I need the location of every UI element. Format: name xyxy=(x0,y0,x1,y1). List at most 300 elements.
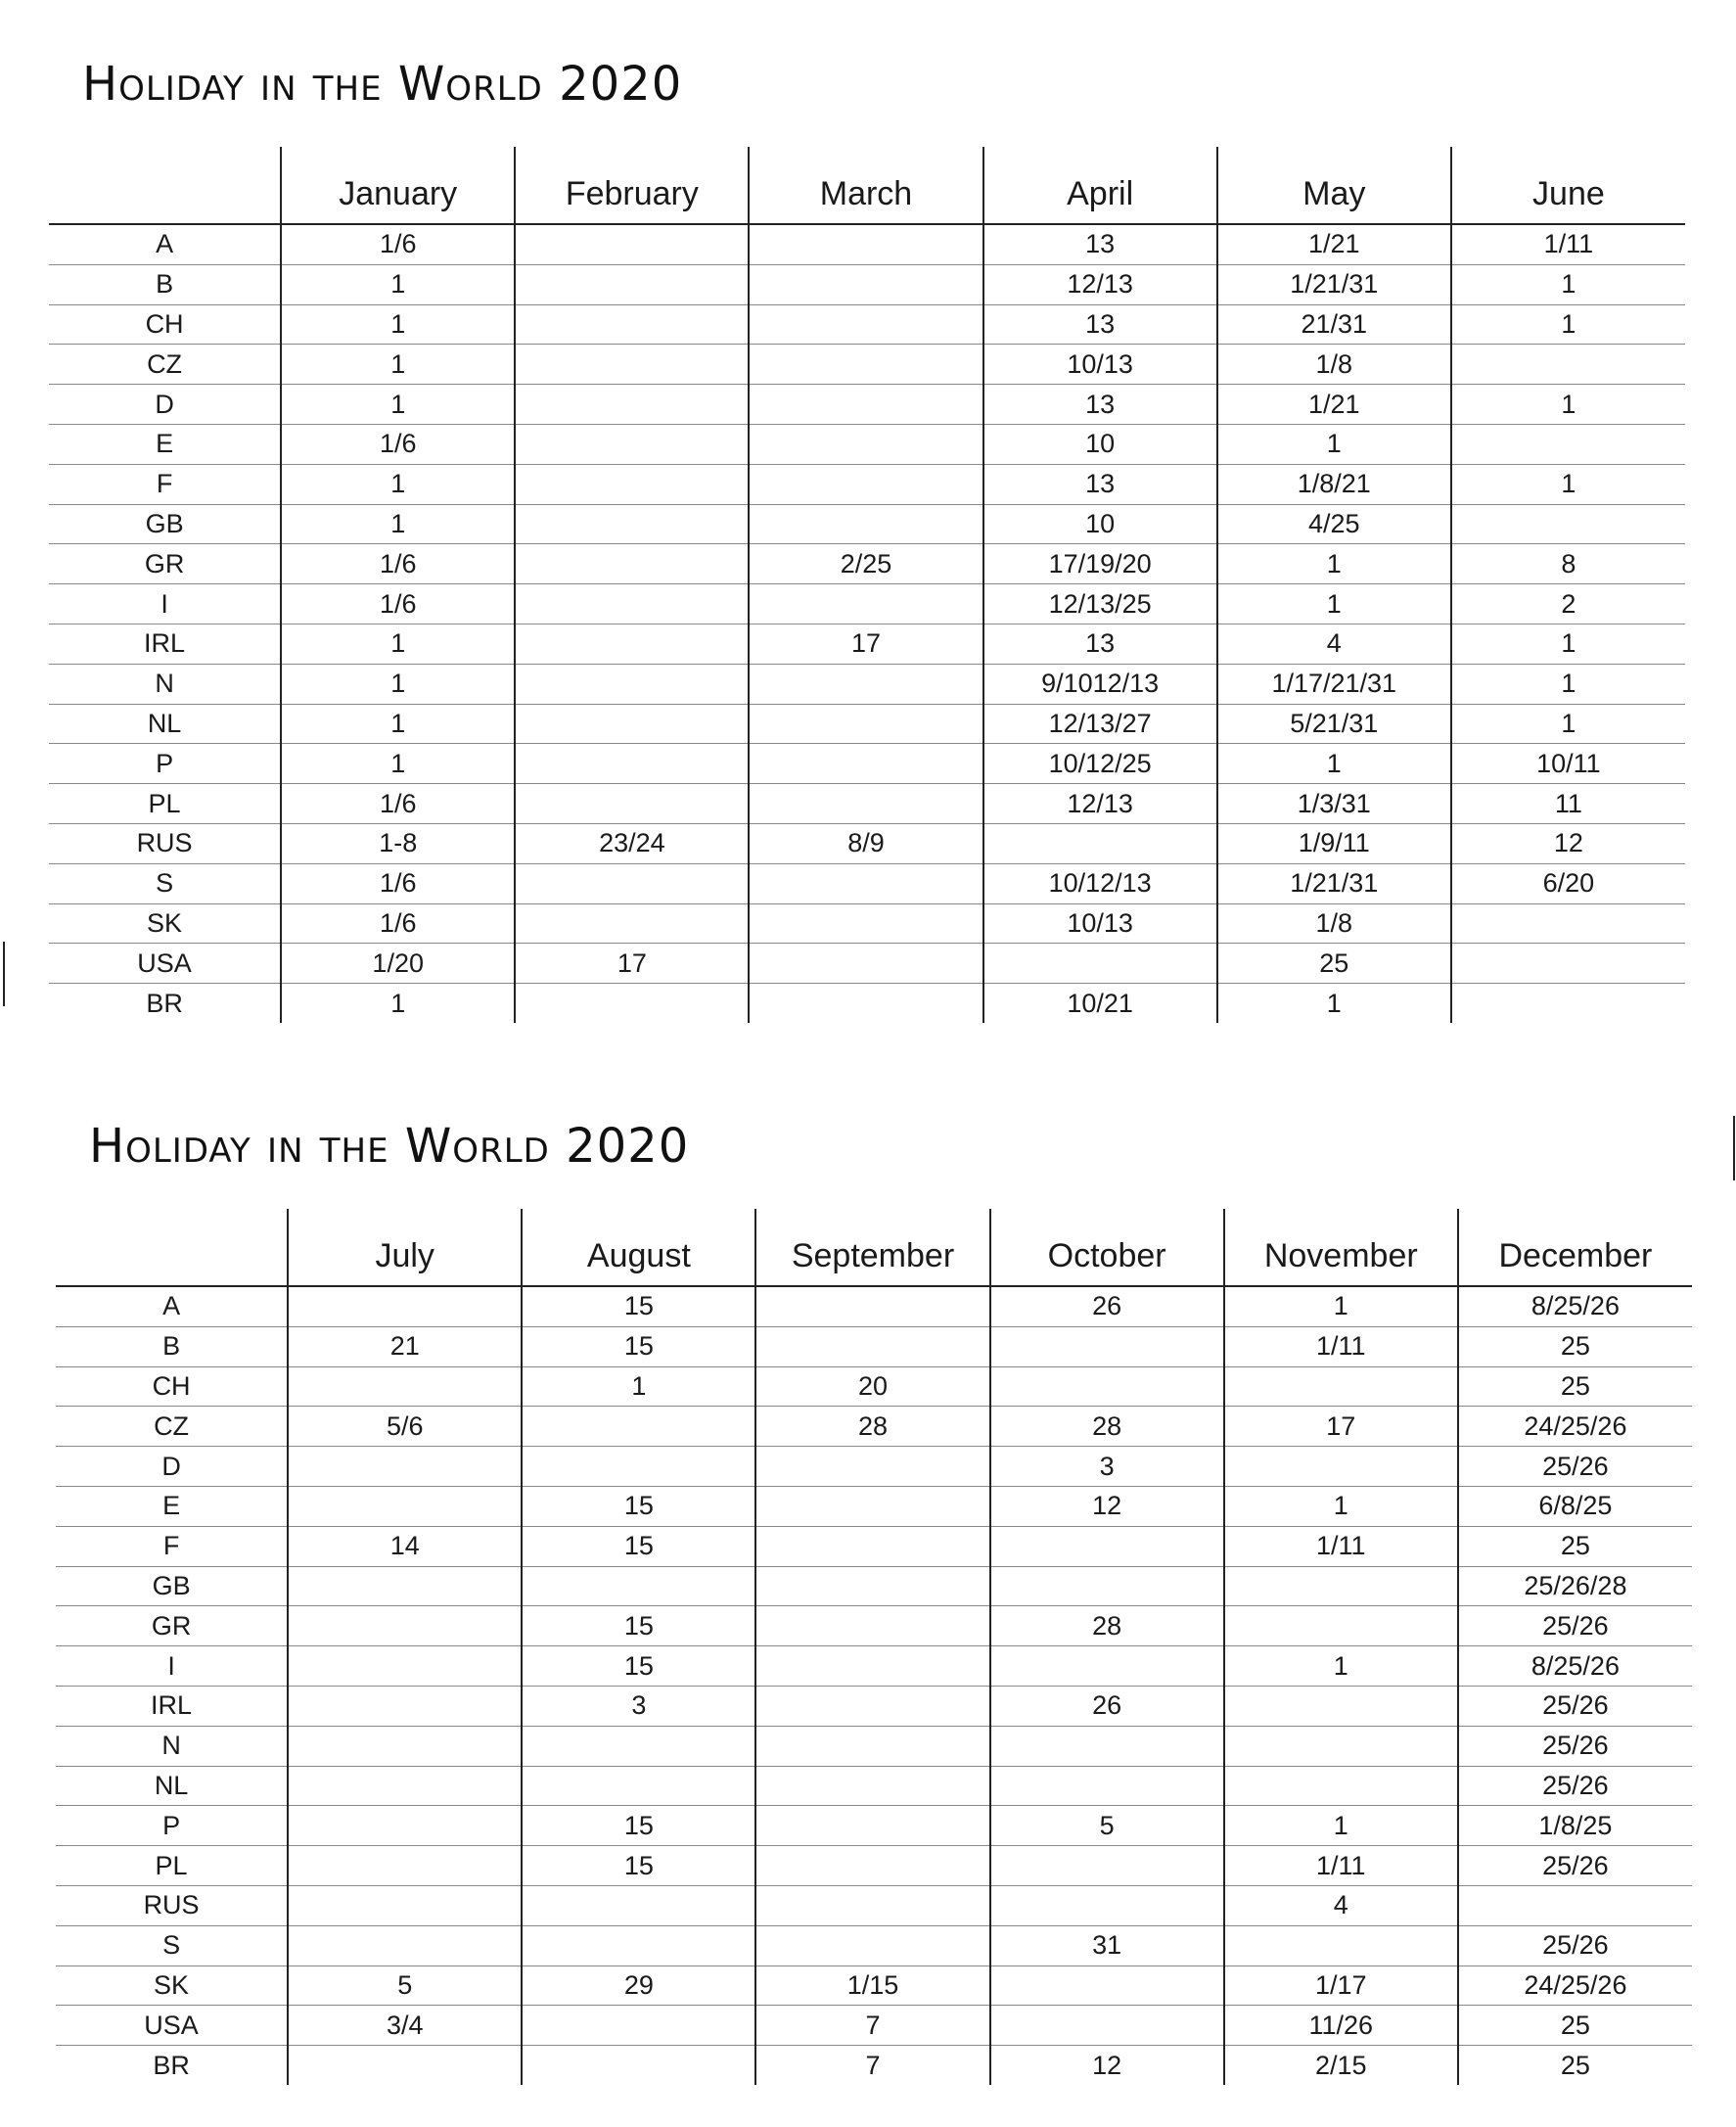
holiday-dates-cell: 24/25/26 xyxy=(1458,1965,1692,2006)
holiday-dates-cell: 24/25/26 xyxy=(1458,1407,1692,1447)
table-row xyxy=(49,863,1685,903)
holiday-dates-cell: 25/26 xyxy=(1458,1766,1692,1806)
holiday-dates-cell xyxy=(515,304,749,345)
holiday-dates-cell xyxy=(522,1925,755,1965)
holiday-dates-cell xyxy=(755,1286,989,1326)
table-row xyxy=(49,464,1685,504)
table-row xyxy=(49,944,1685,984)
holiday-dates-cell: 29 xyxy=(522,1965,755,2006)
table-row xyxy=(49,823,1685,863)
holiday-dates-cell xyxy=(749,264,982,304)
holiday-dates-cell: 25/26 xyxy=(1458,1925,1692,1965)
holiday-dates-cell xyxy=(522,1407,755,1447)
holiday-dates-cell: 1 xyxy=(281,345,515,385)
holiday-dates-cell: 1/11 xyxy=(1224,1326,1458,1366)
holiday-dates-cell: 1/6 xyxy=(281,544,515,584)
holiday-dates-cell xyxy=(755,1885,989,1925)
holiday-dates-cell: 10/12/13 xyxy=(983,863,1217,903)
country-code-cell: CH xyxy=(49,304,281,345)
holiday-dates-cell xyxy=(522,1726,755,1766)
holiday-dates-cell: 1 xyxy=(281,385,515,425)
table-row xyxy=(56,1686,1692,1726)
holiday-dates-cell: 17 xyxy=(1224,1407,1458,1447)
table-row xyxy=(56,2006,1692,2046)
holiday-dates-cell xyxy=(1224,1766,1458,1806)
holiday-dates-cell xyxy=(515,464,749,504)
country-code-cell: BR xyxy=(153,2050,190,2080)
holiday-dates-cell xyxy=(755,1526,989,1566)
holiday-dates-cell: 2/25 xyxy=(749,544,982,584)
holiday-dates-cell xyxy=(515,984,749,1023)
holiday-dates-cell xyxy=(522,1766,755,1806)
holiday-dates-cell xyxy=(990,1526,1224,1566)
holiday-dates-cell: 1 xyxy=(1217,424,1451,464)
country-code-cell: A xyxy=(49,224,281,264)
holiday-dates-cell: 1/8 xyxy=(1217,903,1451,944)
holiday-dates-cell xyxy=(749,704,982,744)
country-code-cell: BR xyxy=(146,988,183,1018)
holiday-dates-cell: 25 xyxy=(1458,1366,1692,1407)
month-header: October xyxy=(990,1209,1224,1286)
holiday-dates-cell: 26 xyxy=(990,1286,1224,1326)
holiday-dates-cell: 10/12/25 xyxy=(983,744,1217,784)
country-code-cell: S xyxy=(49,863,281,903)
country-code-cell: CZ xyxy=(56,1407,288,1447)
holiday-dates-cell: 25 xyxy=(1458,2046,1692,2085)
holiday-dates-cell: 1 xyxy=(522,1366,755,1407)
country-code-cell: P xyxy=(56,1806,288,1846)
holiday-dates-cell: 25 xyxy=(1217,944,1451,984)
holiday-dates-cell xyxy=(755,1326,989,1366)
holiday-dates-cell: 12/13 xyxy=(983,784,1217,824)
holiday-dates-cell: 31 xyxy=(990,1925,1224,1965)
country-code-cell: RUS xyxy=(56,1885,288,1925)
holiday-dates-cell: 10 xyxy=(983,424,1217,464)
holiday-dates-cell: 1 xyxy=(1224,1286,1458,1326)
holiday-dates-cell xyxy=(515,704,749,744)
month-header: June xyxy=(1451,147,1685,224)
table-row xyxy=(49,424,1685,464)
holiday-dates-cell xyxy=(749,584,982,624)
holiday-dates-cell: 1/6 xyxy=(281,424,515,464)
holiday-dates-cell xyxy=(1451,504,1685,544)
holiday-dates-cell xyxy=(749,744,982,784)
holiday-dates-cell: 13 xyxy=(983,464,1217,504)
country-code-cell: IRL xyxy=(49,624,281,664)
holiday-dates-cell xyxy=(990,1846,1224,1886)
country-code-cell: D xyxy=(49,385,281,425)
holiday-dates-cell: 2/15 xyxy=(1224,2046,1458,2085)
country-code-cell: GB xyxy=(56,1566,288,1606)
holiday-dates-cell xyxy=(990,1646,1224,1687)
holiday-dates-cell xyxy=(755,1846,989,1886)
country-code-cell: D xyxy=(56,1447,288,1487)
section-title: Holiday in the World 2020 xyxy=(82,57,683,112)
holiday-dates-cell: 1/8 xyxy=(1217,345,1451,385)
holiday-dates-cell: 1 xyxy=(281,464,515,504)
holiday-dates-cell: 10/13 xyxy=(983,345,1217,385)
holiday-dates-cell xyxy=(288,1885,522,1925)
holiday-dates-cell xyxy=(755,1766,989,1806)
holiday-dates-cell xyxy=(1451,984,1685,1023)
holiday-dates-cell xyxy=(749,345,982,385)
holiday-dates-cell xyxy=(1224,1686,1458,1726)
holiday-dates-cell xyxy=(990,1726,1224,1766)
holiday-dates-cell: 1/17/21/31 xyxy=(1217,664,1451,704)
holiday-dates-cell xyxy=(755,1806,989,1846)
table-row xyxy=(49,385,1685,425)
holiday-dates-cell: 25 xyxy=(1458,2006,1692,2046)
holiday-dates-cell: 7 xyxy=(755,2006,989,2046)
holiday-dates-cell: 13 xyxy=(983,224,1217,264)
holiday-dates-cell xyxy=(1224,1566,1458,1606)
holiday-dates-cell xyxy=(1451,345,1685,385)
country-code-cell: A xyxy=(56,1286,288,1326)
holiday-dates-cell: 1 xyxy=(281,744,515,784)
table-row xyxy=(49,544,1685,584)
holiday-dates-cell xyxy=(288,1766,522,1806)
holiday-dates-cell xyxy=(755,1566,989,1606)
holiday-dates-cell: 25/26 xyxy=(1458,1726,1692,1766)
holiday-dates-cell xyxy=(990,1566,1224,1606)
table-row xyxy=(49,264,1685,304)
holiday-dates-cell xyxy=(288,2046,522,2085)
holiday-dates-cell xyxy=(515,584,749,624)
holiday-dates-cell xyxy=(749,944,982,984)
holiday-dates-cell xyxy=(983,823,1217,863)
holiday-dates-cell: 1 xyxy=(1451,304,1685,345)
holiday-dates-cell xyxy=(1224,1726,1458,1766)
holiday-dates-cell: 1/9/11 xyxy=(1217,823,1451,863)
holiday-dates-cell xyxy=(288,1606,522,1646)
table-row xyxy=(56,1447,1692,1487)
holiday-dates-cell xyxy=(990,1326,1224,1366)
holiday-dates-cell xyxy=(755,1646,989,1687)
holiday-dates-cell xyxy=(522,2046,755,2085)
holiday-dates-cell xyxy=(755,1686,989,1726)
table-row xyxy=(49,224,1685,264)
holiday-dates-cell xyxy=(990,1366,1224,1407)
holiday-dates-cell xyxy=(990,1766,1224,1806)
holiday-dates-cell: 12 xyxy=(990,1486,1224,1526)
country-code-cell: GR xyxy=(56,1606,288,1646)
holiday-dates-cell: 12/13 xyxy=(983,264,1217,304)
holiday-dates-cell xyxy=(990,2006,1224,2046)
holiday-dates-cell xyxy=(1224,1925,1458,1965)
holiday-dates-cell xyxy=(522,1447,755,1487)
holiday-dates-cell: 25 xyxy=(1458,1326,1692,1366)
holiday-dates-cell: 17 xyxy=(749,624,982,664)
holiday-dates-cell xyxy=(749,984,982,1023)
holiday-dates-cell: 1/8/21 xyxy=(1217,464,1451,504)
table-row xyxy=(56,1965,1692,2006)
holiday-dates-cell: 1 xyxy=(1451,704,1685,744)
month-header: March xyxy=(749,147,982,224)
holiday-dates-cell xyxy=(515,385,749,425)
table-row xyxy=(49,624,1685,664)
holiday-dates-cell xyxy=(522,1885,755,1925)
holiday-dates-cell: 1 xyxy=(281,984,515,1023)
holiday-dates-cell xyxy=(755,1447,989,1487)
table-row xyxy=(56,1806,1692,1846)
holiday-table xyxy=(49,147,1685,1023)
holiday-dates-cell: 1 xyxy=(1217,544,1451,584)
holiday-dates-cell: 9/1012/13 xyxy=(983,664,1217,704)
holiday-dates-cell xyxy=(749,424,982,464)
holiday-dates-cell xyxy=(1224,1447,1458,1487)
table-row xyxy=(56,1846,1692,1886)
holiday-dates-cell xyxy=(749,863,982,903)
holiday-dates-cell: 1 xyxy=(1217,584,1451,624)
holiday-dates-cell xyxy=(515,504,749,544)
holiday-dates-cell: 1 xyxy=(281,504,515,544)
holiday-dates-cell: 25 xyxy=(1458,1526,1692,1566)
holiday-table-first-half xyxy=(49,49,1685,1023)
table-row xyxy=(56,1566,1692,1606)
holiday-dates-cell: 10/21 xyxy=(983,984,1217,1023)
table-row xyxy=(49,984,1685,1023)
holiday-dates-cell xyxy=(749,784,982,824)
holiday-dates-cell: 1 xyxy=(1224,1646,1458,1687)
month-header: May xyxy=(1217,147,1451,224)
table-header-row xyxy=(49,147,1685,224)
country-code-cell: RUS xyxy=(49,823,281,863)
table-row xyxy=(56,1885,1692,1925)
holiday-dates-cell: 15 xyxy=(522,1646,755,1687)
holiday-dates-cell xyxy=(1224,1366,1458,1407)
holiday-dates-cell: 21 xyxy=(288,1326,522,1366)
country-code-cell: E xyxy=(49,424,281,464)
holiday-dates-cell: 12/13/25 xyxy=(983,584,1217,624)
holiday-dates-cell: 15 xyxy=(522,1846,755,1886)
holiday-dates-cell xyxy=(749,504,982,544)
holiday-dates-cell xyxy=(515,624,749,664)
holiday-dates-cell xyxy=(515,345,749,385)
table-row xyxy=(56,1366,1692,1407)
holiday-dates-cell: 15 xyxy=(522,1806,755,1846)
holiday-dates-cell: 28 xyxy=(990,1606,1224,1646)
holiday-dates-cell: 1/6 xyxy=(281,224,515,264)
holiday-dates-cell xyxy=(990,1965,1224,2006)
holiday-dates-cell xyxy=(288,1925,522,1965)
holiday-dates-cell: 12 xyxy=(990,2046,1224,2085)
table-row xyxy=(49,903,1685,944)
holiday-dates-cell: 14 xyxy=(288,1526,522,1566)
table-row xyxy=(49,704,1685,744)
country-code-cell: I xyxy=(56,1646,288,1687)
table-row xyxy=(56,1326,1692,1366)
corner-header-cell xyxy=(56,1209,288,1286)
table-row xyxy=(49,584,1685,624)
holiday-dates-cell: 5/21/31 xyxy=(1217,704,1451,744)
month-header: September xyxy=(755,1209,989,1286)
holiday-dates-cell: 1/6 xyxy=(281,784,515,824)
country-code-cell: SK xyxy=(56,1965,288,2006)
holiday-dates-cell: 1/6 xyxy=(281,863,515,903)
holiday-dates-cell: 15 xyxy=(522,1526,755,1566)
country-code-cell: USA xyxy=(49,944,281,984)
holiday-dates-cell: 3 xyxy=(522,1686,755,1726)
table-row xyxy=(56,1726,1692,1766)
table-header-row xyxy=(56,1209,1692,1286)
country-code-cell: PL xyxy=(49,784,281,824)
holiday-dates-cell: 1/11 xyxy=(1224,1526,1458,1566)
holiday-dates-cell: 15 xyxy=(522,1606,755,1646)
holiday-dates-cell: 10/13 xyxy=(983,903,1217,944)
table-row xyxy=(49,304,1685,345)
holiday-dates-cell xyxy=(983,944,1217,984)
table-row xyxy=(49,664,1685,704)
month-header: August xyxy=(522,1209,755,1286)
corner-header-cell xyxy=(49,147,281,224)
holiday-dates-cell: 1/6 xyxy=(281,584,515,624)
holiday-dates-cell xyxy=(749,664,982,704)
holiday-dates-cell xyxy=(1451,424,1685,464)
table-row xyxy=(56,1646,1692,1687)
holiday-dates-cell: 1 xyxy=(1451,624,1685,664)
holiday-dates-cell xyxy=(1224,1606,1458,1646)
holiday-dates-cell: 13 xyxy=(983,385,1217,425)
holiday-dates-cell: 12 xyxy=(1451,823,1685,863)
country-code-cell: GB xyxy=(49,504,281,544)
holiday-dates-cell xyxy=(755,1726,989,1766)
month-header: February xyxy=(515,147,749,224)
holiday-dates-cell xyxy=(515,744,749,784)
holiday-dates-cell xyxy=(755,1925,989,1965)
holiday-dates-cell: 5/6 xyxy=(288,1407,522,1447)
holiday-dates-cell xyxy=(515,424,749,464)
table-row xyxy=(56,1407,1692,1447)
holiday-dates-cell xyxy=(990,1885,1224,1925)
holiday-dates-cell: 8/25/26 xyxy=(1458,1646,1692,1687)
holiday-dates-cell: 11/26 xyxy=(1224,2006,1458,2046)
holiday-dates-cell: 2 xyxy=(1451,584,1685,624)
holiday-dates-cell: 6/8/25 xyxy=(1458,1486,1692,1526)
holiday-dates-cell xyxy=(515,863,749,903)
holiday-dates-cell: 25/26 xyxy=(1458,1686,1692,1726)
holiday-dates-cell xyxy=(288,1447,522,1487)
holiday-dates-cell: 1/6 xyxy=(281,903,515,944)
holiday-dates-cell: 25/26 xyxy=(1458,1606,1692,1646)
holiday-dates-cell: 17/19/20 xyxy=(983,544,1217,584)
holiday-dates-cell xyxy=(515,903,749,944)
section-title: Holiday in the World 2020 xyxy=(89,1119,690,1174)
table-row xyxy=(56,2046,1692,2085)
month-header: April xyxy=(983,147,1217,224)
holiday-dates-cell: 13 xyxy=(983,304,1217,345)
holiday-dates-cell: 1 xyxy=(281,624,515,664)
month-header: December xyxy=(1458,1209,1692,1286)
holiday-dates-cell xyxy=(515,544,749,584)
table-row xyxy=(56,1606,1692,1646)
holiday-dates-cell: 1/21/31 xyxy=(1217,264,1451,304)
holiday-dates-cell: 25/26 xyxy=(1458,1846,1692,1886)
holiday-dates-cell: 15 xyxy=(522,1286,755,1326)
holiday-dates-cell xyxy=(749,464,982,504)
holiday-dates-cell xyxy=(749,903,982,944)
country-code-cell: USA xyxy=(56,2006,288,2046)
country-code-cell: GR xyxy=(49,544,281,584)
holiday-dates-cell: 1/17 xyxy=(1224,1965,1458,2006)
holiday-dates-cell: 1/21 xyxy=(1217,385,1451,425)
holiday-dates-cell: 5 xyxy=(288,1965,522,2006)
holiday-dates-cell xyxy=(1451,903,1685,944)
table-row xyxy=(49,345,1685,385)
country-code-cell: F xyxy=(56,1526,288,1566)
page-edge-mark xyxy=(3,942,5,1006)
holiday-dates-cell xyxy=(755,1606,989,1646)
holiday-dates-cell xyxy=(288,1846,522,1886)
holiday-dates-cell: 5 xyxy=(990,1806,1224,1846)
holiday-dates-cell xyxy=(515,224,749,264)
holiday-dates-cell: 1 xyxy=(281,264,515,304)
holiday-dates-cell: 1 xyxy=(1451,385,1685,425)
holiday-dates-cell xyxy=(749,224,982,264)
holiday-dates-cell: 1 xyxy=(1224,1806,1458,1846)
country-code-cell: CH xyxy=(56,1366,288,1407)
holiday-dates-cell: 4 xyxy=(1217,624,1451,664)
holiday-dates-cell xyxy=(288,1486,522,1526)
holiday-dates-cell: 1 xyxy=(281,704,515,744)
holiday-dates-cell: 7 xyxy=(755,2046,989,2085)
holiday-dates-cell xyxy=(749,385,982,425)
holiday-dates-cell: 4 xyxy=(1224,1885,1458,1925)
holiday-dates-cell: 20 xyxy=(755,1366,989,1407)
table-row xyxy=(49,744,1685,784)
holiday-dates-cell xyxy=(288,1366,522,1407)
holiday-table-second-half xyxy=(56,1111,1692,2085)
holiday-dates-cell: 15 xyxy=(522,1486,755,1526)
holiday-dates-cell xyxy=(288,1566,522,1606)
month-header: January xyxy=(281,147,515,224)
holiday-dates-cell xyxy=(288,1806,522,1846)
table-row xyxy=(56,1526,1692,1566)
holiday-dates-cell: 10/11 xyxy=(1451,744,1685,784)
table-row xyxy=(49,784,1685,824)
holiday-dates-cell xyxy=(515,264,749,304)
holiday-dates-cell: 28 xyxy=(990,1407,1224,1447)
holiday-dates-cell: 1 xyxy=(281,664,515,704)
table-row xyxy=(49,504,1685,544)
table-row xyxy=(56,1925,1692,1965)
holiday-dates-cell xyxy=(1458,1885,1692,1925)
country-code-cell: E xyxy=(56,1486,288,1526)
holiday-dates-cell: 13 xyxy=(983,624,1217,664)
holiday-dates-cell: 26 xyxy=(990,1686,1224,1726)
table-row xyxy=(56,1486,1692,1526)
holiday-dates-cell: 1/21 xyxy=(1217,224,1451,264)
country-code-cell: B xyxy=(49,264,281,304)
month-header: November xyxy=(1224,1209,1458,1286)
holiday-dates-cell: 1/20 xyxy=(281,944,515,984)
holiday-dates-cell xyxy=(288,1286,522,1326)
holiday-dates-cell xyxy=(515,784,749,824)
holiday-dates-cell xyxy=(1451,944,1685,984)
holiday-dates-cell: 1/11 xyxy=(1451,224,1685,264)
table-row xyxy=(56,1286,1692,1326)
country-code-cell: CZ xyxy=(49,345,281,385)
holiday-dates-cell: 11 xyxy=(1451,784,1685,824)
holiday-table xyxy=(56,1209,1692,2085)
country-code-cell: NL xyxy=(56,1766,288,1806)
holiday-dates-cell: 1/21/31 xyxy=(1217,863,1451,903)
holiday-dates-cell xyxy=(288,1686,522,1726)
country-code-cell: F xyxy=(49,464,281,504)
holiday-dates-cell: 12/13/27 xyxy=(983,704,1217,744)
holiday-dates-cell xyxy=(755,1486,989,1526)
holiday-dates-cell xyxy=(522,2006,755,2046)
holiday-dates-cell: 1 xyxy=(1217,984,1451,1023)
